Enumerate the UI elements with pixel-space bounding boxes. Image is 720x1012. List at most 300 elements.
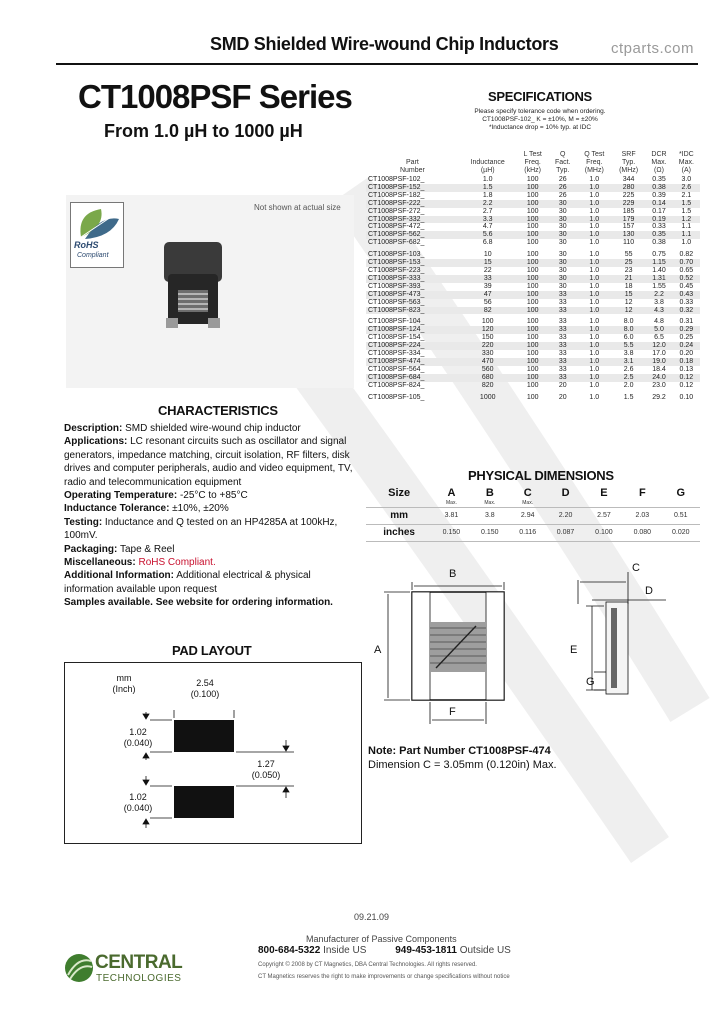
spec-cell: 0.12 xyxy=(679,381,694,389)
spec-cell: 1000 xyxy=(479,393,496,401)
dim-label-c: C xyxy=(632,562,640,574)
packaging-label: Packaging: xyxy=(64,543,118,555)
spec-cell: 100 xyxy=(517,231,549,239)
spec-cell: 1.0 xyxy=(577,307,612,315)
spec-cell: 100 xyxy=(517,342,549,350)
spec-col-header xyxy=(366,151,459,176)
spec-cell: 0.10 xyxy=(679,393,694,401)
spec-cell: 19.0 xyxy=(645,358,672,366)
inductor-image xyxy=(158,238,228,334)
spec-cell: 0.13 xyxy=(679,365,694,373)
dims-sub-blank xyxy=(366,499,432,508)
spec-cell: 12 xyxy=(612,307,645,315)
spec-cell: 1.1 xyxy=(681,223,692,231)
table-row xyxy=(366,251,700,259)
misc-label: Miscellaneous: xyxy=(64,557,136,569)
spec-cell: 100 xyxy=(517,184,549,192)
table-row xyxy=(366,342,700,350)
spec-cell: 6.8 xyxy=(482,239,493,247)
table-row xyxy=(366,318,700,326)
spec-cell: 1.15 xyxy=(645,259,672,267)
spec-cell: 0.52 xyxy=(673,275,700,283)
note-line-2: Dimension C = 3.05mm (0.120in) Max. xyxy=(368,759,557,771)
dim-label-e: E xyxy=(570,644,578,656)
spec-cell: 1.0 xyxy=(589,251,600,259)
rohs-label: RoHS xyxy=(74,240,99,250)
spec-col-header xyxy=(673,151,700,176)
part-number-cell: CT1008PSF-105_ xyxy=(368,393,425,401)
spec-cell: 1.0 xyxy=(589,239,600,247)
spec-cell: 18 xyxy=(624,282,633,290)
dims-inch-value: 0.020 xyxy=(662,525,700,542)
spec-cell: 1.40 xyxy=(652,266,666,274)
spec-cell: 1.0 xyxy=(577,275,612,283)
phone-outside[interactable]: 949-453-1811 xyxy=(395,945,457,956)
pad-height-in: (0.040) xyxy=(123,738,153,748)
spec-col-header-line: (MHz) xyxy=(619,167,639,174)
spec-cell: 100 xyxy=(526,266,539,274)
spec-cell: 1.0 xyxy=(577,326,612,334)
spec-cell: 1.0 xyxy=(589,365,600,373)
spec-cell: 1.0 xyxy=(589,223,600,231)
dimensions-table xyxy=(366,486,700,542)
table-row xyxy=(366,382,700,390)
spec-cell: 56 xyxy=(483,298,492,306)
spec-cell: 0.38 xyxy=(652,239,666,247)
dims-sub-label: Max. xyxy=(522,500,534,506)
revision-date: 09.21.09 xyxy=(354,912,390,922)
spec-cell: 179 xyxy=(612,216,645,224)
spec-cell: 1.55 xyxy=(652,282,666,290)
spec-cell: 33 xyxy=(558,298,567,306)
spec-cell: 30 xyxy=(549,231,577,239)
spec-cell: 0.14 xyxy=(645,200,672,208)
table-row xyxy=(366,334,700,342)
spec-cell: 0.31 xyxy=(679,318,694,326)
spec-col-header xyxy=(645,151,672,176)
spec-cell: 100 xyxy=(526,393,539,401)
spec-cell: 4.3 xyxy=(645,307,672,315)
spec-col-header-line: (Ω) xyxy=(654,167,664,174)
spec-cell: 100 xyxy=(526,298,539,306)
spec-cell: 0.29 xyxy=(673,326,700,334)
spec-cell: 5.0 xyxy=(645,326,672,334)
pad-width-in: (0.100) xyxy=(190,689,220,699)
part-number-cell: CT1008PSF-154_ xyxy=(368,334,425,342)
table-row xyxy=(366,223,700,231)
spec-col-header-line: Number xyxy=(399,167,425,174)
spec-cell: 26 xyxy=(549,184,577,192)
spec-cell: 1.0 xyxy=(589,350,600,358)
pad-gap-in: (0.050) xyxy=(251,770,281,780)
spec-cell: 344 xyxy=(622,176,635,183)
spec-cell: 33 xyxy=(549,374,577,382)
spec-cell: 30 xyxy=(549,275,577,283)
spec-cell: 22 xyxy=(483,266,492,274)
part-number-cell: CT1008PSF-334_ xyxy=(368,350,425,358)
spec-cell: 23.0 xyxy=(652,381,666,389)
spec-cell: 0.43 xyxy=(673,291,700,299)
spec-col-header-line: Freq. xyxy=(524,159,541,166)
series-title: CT1008PSF Series xyxy=(78,78,352,115)
part-number-cell: CT1008PSF-102_ xyxy=(368,176,425,183)
table-row xyxy=(366,291,700,299)
spec-cell: 220 xyxy=(459,342,517,350)
spec-col-header-line: SRF xyxy=(621,151,636,158)
dims-mm-row xyxy=(366,508,700,525)
additional-text: Additional electrical & physical information available upon request xyxy=(64,570,311,595)
spec-cell: 12.0 xyxy=(645,342,672,350)
central-logo-icon xyxy=(64,953,94,983)
spec-cell: 30 xyxy=(558,207,567,215)
table-row xyxy=(366,299,700,307)
spec-cell: 2.1 xyxy=(681,191,692,199)
spec-col-header-line: Q Test xyxy=(584,151,605,158)
dim-label-b: B xyxy=(449,568,457,580)
spec-cell: 0.18 xyxy=(673,358,700,366)
table-row xyxy=(366,394,700,402)
table-row xyxy=(366,184,700,192)
part-number-cell: CT1008PSF-182_ xyxy=(368,191,425,199)
table-row xyxy=(366,267,700,275)
dims-col-header: D xyxy=(561,487,570,499)
spec-cell: 100 xyxy=(517,275,549,283)
spec-col-header-line: Max. xyxy=(678,159,694,166)
series-range: From 1.0 µH to 1000 µH xyxy=(104,121,303,141)
dim-label-a: A xyxy=(374,644,382,656)
applications-label: Applications: xyxy=(64,436,128,448)
part-number-cell: CT1008PSF-103_ xyxy=(368,251,425,259)
table-row xyxy=(366,366,700,374)
spec-cell: 1.0 xyxy=(577,231,612,239)
spec-col-header-line: *IDC xyxy=(678,151,694,158)
spec-cell: 110 xyxy=(623,239,635,247)
spec-cell: 3.8 xyxy=(623,350,634,358)
table-row xyxy=(366,350,700,358)
spec-cell: 29.2 xyxy=(652,393,666,401)
part-note xyxy=(368,744,557,772)
part-number-cell: CT1008PSF-564_ xyxy=(368,365,425,373)
spec-cell: 100 xyxy=(526,365,539,373)
dim-label-d: D xyxy=(645,585,653,597)
spec-cell: 33 xyxy=(558,350,567,358)
part-number-cell: CT1008PSF-684_ xyxy=(366,374,459,382)
spec-cell: 1.0 xyxy=(589,318,600,326)
dims-col-header: C xyxy=(523,487,532,499)
description-label: Description: xyxy=(64,423,123,434)
packaging-text: Tape & Reel xyxy=(117,543,175,555)
dims-inch-value: 0.087 xyxy=(546,525,584,542)
spec-cell: 0.25 xyxy=(679,334,694,342)
spec-cell: 100 xyxy=(517,358,549,366)
pad-bottom xyxy=(174,786,234,818)
part-number-cell: CT1008PSF-153_ xyxy=(366,259,459,267)
spec-cell: 100 xyxy=(517,291,549,299)
phone-us[interactable]: 800-684-5322 xyxy=(258,945,321,956)
spec-cell: 8.0 xyxy=(623,318,634,326)
spec-cell: 1.0 xyxy=(577,184,612,192)
header-title: SMD Shielded Wire-wound Chip Inductors xyxy=(210,34,559,54)
spec-cell: 17.0 xyxy=(652,350,666,358)
spec-cell: 33 xyxy=(459,275,517,283)
spec-col-header-line: Max. xyxy=(651,159,667,166)
spec-cell: 33 xyxy=(558,365,567,373)
spec-cell: 20 xyxy=(558,393,567,401)
pad-height-mm: 1.02 xyxy=(129,727,147,737)
spec-cell: 150 xyxy=(481,334,494,342)
spec-cell: 130 xyxy=(612,231,645,239)
spec-cell: 1.0 xyxy=(681,239,692,247)
table-row xyxy=(366,275,700,283)
spec-col-header-line: Typ. xyxy=(622,159,636,166)
rohs-compliant: Compliant xyxy=(77,252,109,259)
part-number-cell: CT1008PSF-333_ xyxy=(366,275,459,283)
dim-label-g: G xyxy=(586,676,595,688)
site-url[interactable]: ctparts.com xyxy=(610,40,694,57)
part-number-cell: CT1008PSF-152_ xyxy=(366,184,459,192)
spec-cell: 2.2 xyxy=(645,291,672,299)
spec-cell: 0.12 xyxy=(673,374,700,382)
dims-mm-value: 0.51 xyxy=(662,508,700,525)
pad-height2-mm: 1.02 xyxy=(129,792,147,802)
spec-cell: 3.0 xyxy=(681,176,692,183)
spec-cell: 100 xyxy=(517,216,549,224)
spec-cell: 82 xyxy=(459,307,517,315)
pad-units-inch: (Inch) xyxy=(112,684,136,694)
spec-cell: 33 xyxy=(549,342,577,350)
part-number-cell: CT1008PSF-823_ xyxy=(366,307,459,315)
dims-size-label: Size xyxy=(388,487,411,499)
spec-col-header-line: (A) xyxy=(681,167,691,174)
spec-cell: 100 xyxy=(526,207,539,215)
spec-cell: 820 xyxy=(481,381,494,389)
spec-cell: 33 xyxy=(549,307,577,315)
leaf-icon xyxy=(71,203,123,243)
dims-col-header: E xyxy=(600,487,608,499)
spec-col-header-line: Freq. xyxy=(586,159,603,166)
spec-cell: 2.6 xyxy=(673,184,700,192)
spec-cell: 20 xyxy=(558,381,567,389)
dims-inch-value: 0.100 xyxy=(585,525,623,542)
spec-cell: 47 xyxy=(459,291,517,299)
spec-col-header xyxy=(549,151,577,176)
note-line-1: Note: Part Number CT1008PSF-474 xyxy=(368,745,551,757)
description-text: SMD shielded wire-wound chip inductor xyxy=(122,423,301,434)
dims-col-header: G xyxy=(676,487,686,499)
dims-col-header: F xyxy=(638,487,646,499)
dims-mm-value: 2.20 xyxy=(546,508,584,525)
part-number-cell: CT1008PSF-473_ xyxy=(366,291,459,299)
dims-sub-label: Max. xyxy=(484,500,496,506)
table-row xyxy=(366,216,700,224)
spec-cell: 4.8 xyxy=(654,318,664,326)
spec-col-header-line: Inductance xyxy=(470,159,505,166)
brand-sub: TECHNOLOGIES xyxy=(96,973,182,984)
spec-cell: 24.0 xyxy=(645,374,672,382)
spec-cell: 2.6 xyxy=(623,365,634,373)
spec-cell: 0.32 xyxy=(673,307,700,315)
spec-cell: 1.0 xyxy=(482,176,493,183)
temp-label: Operating Temperature: xyxy=(64,490,178,502)
spec-cell: 30 xyxy=(558,223,567,231)
spec-cell: 100 xyxy=(517,374,549,382)
part-number-cell: CT1008PSF-682_ xyxy=(368,239,425,247)
spec-cell: 100 xyxy=(481,318,494,326)
spec-cell: 15 xyxy=(459,259,517,267)
spec-cell: 33 xyxy=(549,291,577,299)
spec-cell: 1.0 xyxy=(577,200,612,208)
part-number-cell: CT1008PSF-223_ xyxy=(368,266,425,274)
dims-sub-row xyxy=(366,499,700,508)
spec-cell: 3.8 xyxy=(654,298,664,306)
spec-cell: 10 xyxy=(483,251,492,259)
dims-sub-label xyxy=(585,499,623,508)
spec-cell: 330 xyxy=(481,350,494,358)
spec-notes xyxy=(420,108,660,132)
dims-header-row xyxy=(366,486,700,499)
spec-cell: 33 xyxy=(558,334,567,342)
dims-inch-value: 0.116 xyxy=(509,525,546,542)
temp-text: -25°C to +85°C xyxy=(177,490,248,502)
dims-mm-value: 3.8 xyxy=(471,508,509,525)
spec-cell: 0.75 xyxy=(652,251,666,259)
additional-label: Additional Information: xyxy=(64,570,174,582)
spec-cell: 30 xyxy=(549,200,577,208)
dims-sub-label xyxy=(546,499,584,508)
spec-cell: 100 xyxy=(526,350,539,358)
table-row xyxy=(366,259,700,267)
spec-cell: 30 xyxy=(549,216,577,224)
spec-cell: 0.24 xyxy=(673,342,700,350)
dims-sub-label xyxy=(623,499,661,508)
spec-cell: 23 xyxy=(624,266,633,274)
spec-cell: 1.5 xyxy=(673,200,700,208)
spec-cell: 6.5 xyxy=(654,334,664,342)
pad-width-mm: 2.54 xyxy=(196,678,214,688)
part-number-cell: CT1008PSF-124_ xyxy=(366,326,459,334)
spec-cell: 0.65 xyxy=(679,266,694,274)
dims-inch-value: 0.150 xyxy=(432,525,470,542)
spec-col-header xyxy=(577,151,612,176)
spec-cell: 100 xyxy=(526,282,539,290)
spec-cell: 0.38 xyxy=(645,184,672,192)
spec-cell: 1.0 xyxy=(589,334,600,342)
dims-mm-value: 2.94 xyxy=(509,508,546,525)
pad-top xyxy=(174,720,234,752)
spec-cell: 100 xyxy=(517,200,549,208)
pad-layout-title: PAD LAYOUT xyxy=(172,643,252,658)
spec-cell: 6.0 xyxy=(623,334,634,342)
spec-cell: 1.0 xyxy=(577,358,612,366)
spec-cell: 0.45 xyxy=(679,282,694,290)
dims-inch-value: 0.150 xyxy=(471,525,509,542)
spec-cell: 1.0 xyxy=(577,259,612,267)
spec-cell: 100 xyxy=(526,334,539,342)
spec-cell: 0.19 xyxy=(645,216,672,224)
rohs-compliant-text: RoHS Compliant. xyxy=(135,557,216,569)
tolerance-label: Inductance Tolerance: xyxy=(64,503,170,515)
spec-cell: 0.39 xyxy=(652,191,666,199)
part-number-cell: CT1008PSF-472_ xyxy=(368,223,425,231)
spec-cell: 1.5 xyxy=(681,207,692,215)
specifications-title: SPECIFICATIONS xyxy=(488,89,592,104)
spec-cell: 0.35 xyxy=(645,231,672,239)
spec-cell: 25 xyxy=(612,259,645,267)
spec-cell: 225 xyxy=(622,191,635,199)
spec-cell: 1.2 xyxy=(673,216,700,224)
spec-cell: 26 xyxy=(558,176,567,183)
spec-cell: 15 xyxy=(612,291,645,299)
pad-units-mm: mm xyxy=(116,673,132,683)
spec-col-header-line: L Test xyxy=(523,151,542,158)
spec-cell: 1.0 xyxy=(577,342,612,350)
testing-label: Testing: xyxy=(64,516,103,528)
spec-cell: 1.0 xyxy=(589,393,600,401)
spec-col-header-line: Q xyxy=(560,151,566,158)
spec-note-1: Please specify tolerance code when ordering. xyxy=(474,108,606,115)
spec-cell: 1.0 xyxy=(589,381,600,389)
part-number-cell: CT1008PSF-562_ xyxy=(366,231,459,239)
spec-cell: 0.82 xyxy=(679,251,694,259)
dim-label-f: F xyxy=(449,706,456,718)
dims-sub-label xyxy=(662,499,700,508)
spec-cell: 0.17 xyxy=(652,207,666,215)
table-row xyxy=(366,358,700,366)
applications-text: LC resonant circuits such as oscillator and signal generators, impedance matching, circuit isolation, RF filters, disk drives and computer peripherals, audio and video equipment, TV, radio and telecommunication equipment xyxy=(64,436,353,488)
spec-cell: 1.1 xyxy=(673,231,700,239)
spec-cell: 2.2 xyxy=(459,200,517,208)
spec-note-2: CT1008PSF-102_ K = ±10%, M = ±20% xyxy=(482,116,598,123)
spec-cell: 0.33 xyxy=(679,298,694,306)
spec-col-header-line: Fact. xyxy=(554,159,571,166)
spec-cell: 1.0 xyxy=(577,216,612,224)
spec-cell: 100 xyxy=(526,239,539,247)
spec-cell: 1.8 xyxy=(482,191,493,199)
spec-cell: 8.0 xyxy=(612,326,645,334)
table-row xyxy=(366,192,700,200)
not-shown-note: Not shown at actual size xyxy=(254,203,341,212)
table-row xyxy=(366,239,700,247)
spec-cell: 30 xyxy=(558,266,567,274)
header-rule xyxy=(56,63,698,65)
spec-cell: 280 xyxy=(612,184,645,192)
spec-cell: 1.0 xyxy=(589,266,600,274)
spec-cell: 157 xyxy=(622,223,635,231)
spec-cell: 0.35 xyxy=(652,176,666,183)
spec-cell: 0.33 xyxy=(652,223,666,231)
outside-us: Outside US xyxy=(459,945,511,956)
spec-cell: 1.31 xyxy=(645,275,672,283)
spec-cell: 5.5 xyxy=(612,342,645,350)
characteristics-title: CHARACTERISTICS xyxy=(158,403,278,418)
spec-col-header-line: DCR xyxy=(651,151,667,158)
dims-sub-label: Max. xyxy=(446,500,457,506)
spec-col-header-line: (µH) xyxy=(480,167,495,174)
spec-col-header xyxy=(459,151,517,176)
spec-cell: 1.0 xyxy=(589,191,600,199)
pad-layout-drawing xyxy=(64,662,362,844)
spec-cell: 26 xyxy=(558,191,567,199)
spec-col-header-line: (kHz) xyxy=(524,167,542,174)
spec-cell: 1.0 xyxy=(589,176,600,183)
spec-col-header-line: Part xyxy=(406,159,419,166)
physical-dimensions-title: PHYSICAL DIMENSIONS xyxy=(468,468,614,483)
spec-cell: 229 xyxy=(612,200,645,208)
spec-cell: 120 xyxy=(459,326,517,334)
spec-cell: 1.5 xyxy=(459,184,517,192)
spec-cell: 1.0 xyxy=(589,282,600,290)
spec-cell: 100 xyxy=(526,318,539,326)
